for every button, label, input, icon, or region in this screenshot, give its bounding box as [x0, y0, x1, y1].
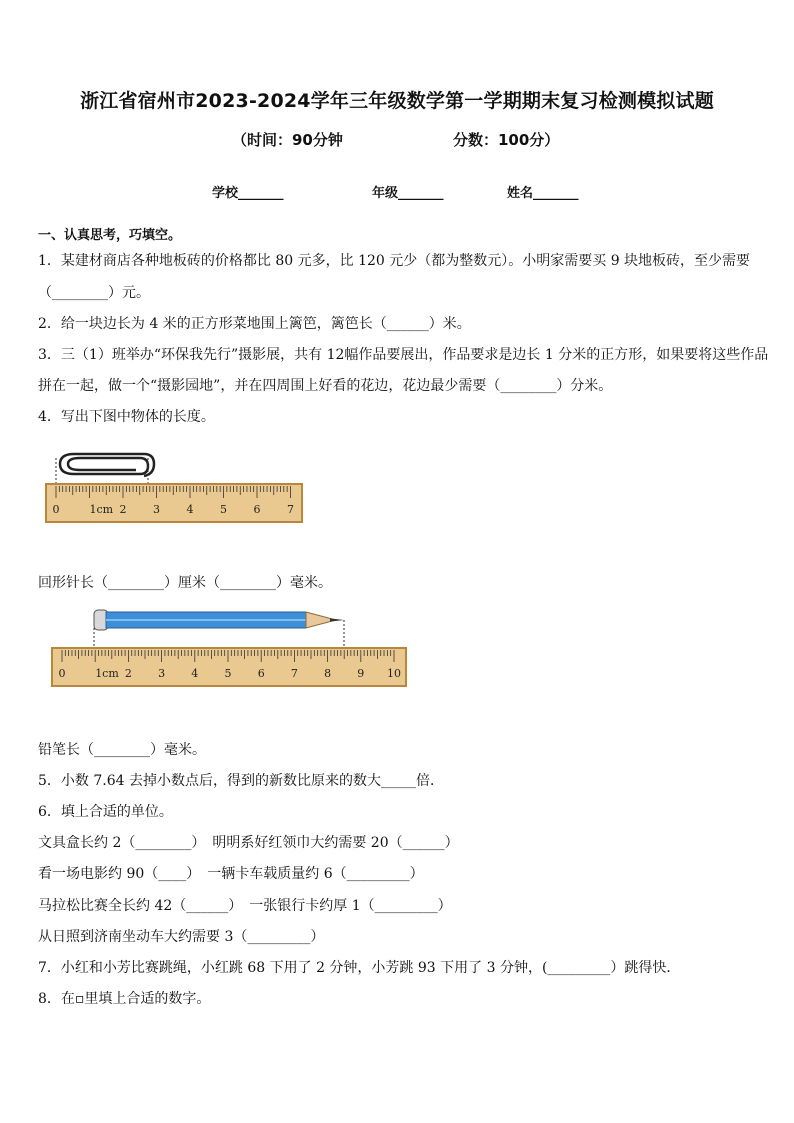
- page-title: 浙江省宿州市2023-2024学年三年级数学第一学期期末复习检测模拟试题: [80, 90, 714, 112]
- question-4: 4．写出下图中物体的长度。: [38, 409, 215, 425]
- question-2: 2．给一块边长为 4 米的正方形菜地围上篱笆，篱笆长（______）米。: [38, 316, 471, 332]
- section-heading: 一、认真思考，巧填空。: [38, 228, 182, 243]
- question-3-line2: 拼在一起，做一个“摄影园地”，并在四周围上好看的花边，花边最少需要（________）分米。: [38, 378, 613, 394]
- ruler-label: 9: [357, 667, 365, 680]
- ruler-label: 1cm: [95, 667, 119, 680]
- ruler-label: 6: [253, 503, 261, 516]
- question-1-line1: 1．某建材商店各种地板砖的价格都比 80 元多，比 120 元少（都为整数元）。小明家需要买 9 块地板砖，至少需要: [38, 253, 751, 269]
- ruler-label: 3: [153, 503, 160, 516]
- paperclip-ruler-figure: [44, 436, 306, 526]
- question-6: 6．填上合适的单位。: [38, 804, 173, 820]
- ruler-label: 2: [119, 503, 127, 516]
- ruler-label: 4: [186, 503, 194, 516]
- question-1-line2: （________）元。: [38, 285, 150, 301]
- ruler-label: 10: [387, 667, 401, 680]
- question-6-row-2: 看一场电影约 90（____） 一辆卡车载质量约 6（_________）: [38, 866, 424, 882]
- pencil-ruler-figure: [50, 604, 408, 690]
- ruler-label: 5: [220, 503, 227, 516]
- ruler-label: 0: [52, 503, 60, 516]
- school-field: 学校_______: [212, 186, 284, 201]
- ruler-label: 6: [257, 667, 265, 680]
- exam-time: （时间：90分钟: [232, 131, 343, 149]
- name-field: 姓名_______: [507, 186, 579, 201]
- ruler-label: 1cm: [89, 503, 114, 516]
- pencil-icon: [94, 610, 344, 630]
- pencil-answer: 铅笔长（________）毫米。: [38, 742, 206, 758]
- ruler-label: 8: [324, 667, 332, 680]
- grade-field: 年级_______: [372, 186, 444, 201]
- question-6-row-3: 马拉松比赛全长约 42（______） 一张银行卡约厚 1（_________）: [38, 898, 452, 914]
- paperclip-answer: 回形针长（________）厘米（________）毫米。: [38, 575, 332, 591]
- question-3-line1: 3．三（1）班举办“环保我先行”摄影展，共有 12幅作品要展出，作品要求是边长 1 分米的正方形，如果要将这些作品: [38, 347, 769, 363]
- ruler-label: 2: [124, 667, 132, 680]
- question-5: 5．小数 7.64 去掉小数点后，得到的新数比原来的数大_____倍．: [38, 773, 444, 789]
- ruler-label: 0: [58, 667, 66, 680]
- question-6-row-1: 文具盒长约 2（________） 明明系好红领巾大约需要 20（______）: [38, 835, 459, 851]
- ruler-label: 7: [287, 503, 294, 516]
- question-8: 8．在▫里填上合适的数字。: [38, 991, 211, 1007]
- question-6-row-4: 从日照到济南坐动车大约需要 3（_________）: [38, 929, 325, 945]
- ruler-label: 7: [290, 667, 298, 680]
- exam-score: 分数：100分）: [453, 131, 560, 149]
- question-7: 7．小红和小芳比赛跳绳，小红跳 68 下用了 2 分钟，小芳跳 93 下用了 3 分钟，(_________）跳得快．: [38, 960, 681, 976]
- ruler-label: 5: [224, 667, 232, 680]
- ruler-label: 4: [191, 667, 199, 680]
- paperclip-icon: [60, 454, 154, 476]
- ruler-label: 3: [158, 667, 166, 680]
